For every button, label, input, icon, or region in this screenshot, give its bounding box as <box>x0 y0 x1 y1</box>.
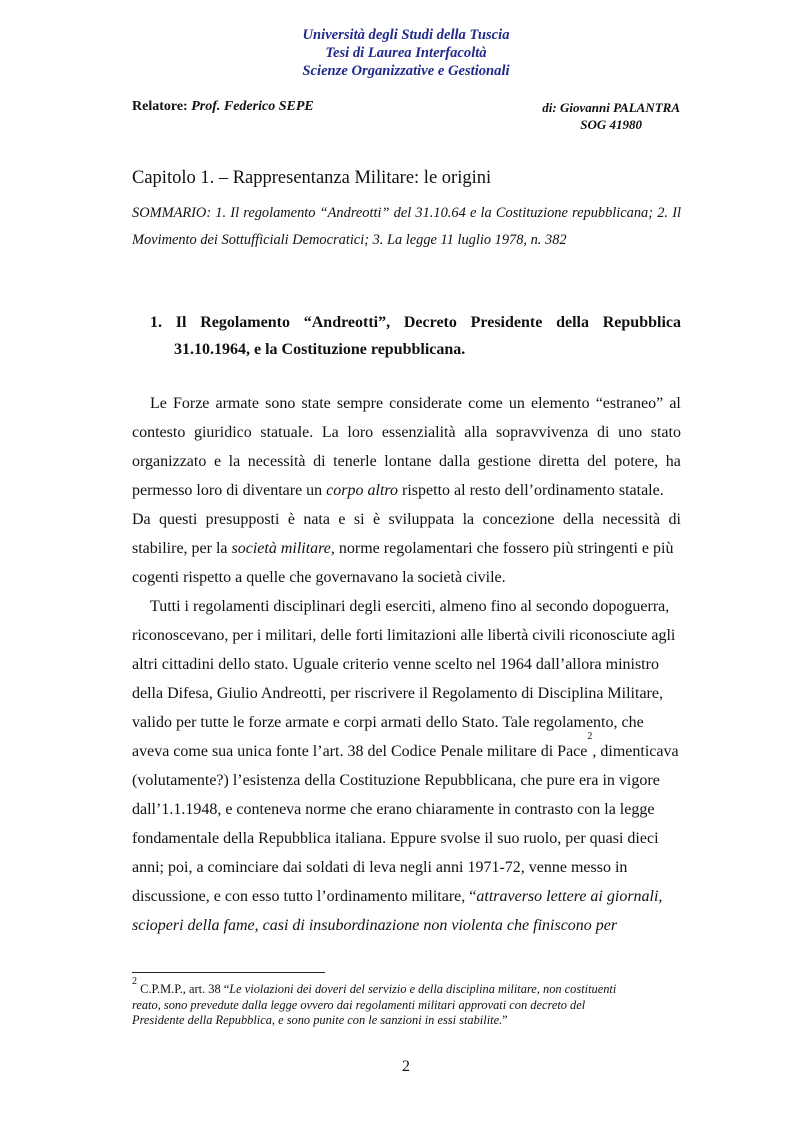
university-header <box>0 26 793 80</box>
course-name: Scienze Organizzative e Gestionali <box>302 63 510 79</box>
body-text <box>132 389 681 940</box>
heading-word: Decreto <box>403 314 457 331</box>
heading-word: Regolamento <box>200 314 290 331</box>
footnote <box>132 976 681 1029</box>
chapter-summary: SOMMARIO: 1. Il regolamento “Andreotti” del 31.10.64 e la Costituzione repubblicana; 2. Il Movimento dei Sottufficiali Democratici; 3. La legge 11 luglio 1978, n. 382 <box>132 205 681 248</box>
text-line: aveva come sua unica fonte l’art. 38 del Codice Penale militare di Pace 2 , dimenticava <box>132 737 681 766</box>
text-line: Le Forze armate sono state sempre considerate come un elemento “estraneo” al <box>150 395 681 412</box>
text-line: Tutti i regolamenti disciplinari degli eserciti, almeno fino al secondo dopoguerra, <box>150 598 670 615</box>
text-line: fondamentale della Repubblica italiana. Eppure svolse il suo ruolo, per quasi dieci <box>132 830 659 847</box>
author-name: di: Giovanni PALANTRA <box>542 100 680 115</box>
text-line: altri cittadini dello stato. Uguale criterio venne scelto nel 1964 dall’allora ministro <box>132 656 659 673</box>
page-number: 2 <box>402 1058 410 1075</box>
emphasis: corpo altro <box>326 482 399 499</box>
text-line: organizzato e la necessità di tenerle lontane dalla gestione diretta del potere, ha <box>132 453 681 470</box>
author-block <box>542 99 680 133</box>
text-line: scioperi della fame, casi di insubordinazione non violenta che finiscono per <box>132 917 618 934</box>
heading-word: Presidente <box>470 314 543 331</box>
footnote-line: reato, sono prevedute dalla legge ovvero dai regolamenti militari approvati con decreto del <box>132 997 586 1012</box>
footnote-line: Presidente della Repubblica, e sono punite con le sanzioni in essi stabilite. ” <box>132 1013 508 1028</box>
relatore-line <box>132 99 314 115</box>
text-line: Da questi presupposti è nata e si è sviluppata la concezione della necessità di <box>132 511 681 528</box>
text-line: contesto giuridico statuale. La loro essenzialità alla sopravvivenza di uno stato <box>132 424 681 441</box>
footnote-line: 2 C.P.M.P., art. 38 “ Le violazioni dei doveri del servizio e della disciplina militare, non costituenti <box>132 976 617 996</box>
text-line: cogenti rispetto a quelle che governavano la società civile. <box>132 569 506 586</box>
heading-word: Repubblica <box>602 314 681 331</box>
text-line: dall’1.1.1948, e conteneva norme che erano chiaramente in contrasto con la legge <box>132 801 655 818</box>
footnote-reference[interactable]: 2 <box>587 731 593 742</box>
chapter-title: Capitolo 1. – Rappresentanza Militare: le origini <box>132 168 492 188</box>
text-line: anni; poi, a cominciare dai soldati di leva negli anni 1971-72, venne messo in <box>132 859 628 876</box>
text-line: della Difesa, Giulio Andreotti, per riscrivere il Regolamento di Disciplina Militare, <box>132 685 663 702</box>
university-name: Università degli Studi della Tuscia <box>302 27 510 43</box>
relatore-label: Relatore: <box>132 99 188 114</box>
author-matricola: SOG 41980 <box>580 117 642 132</box>
heading-word: Il <box>175 314 187 331</box>
section-heading <box>132 309 681 363</box>
heading-word: “Andreotti”, <box>303 314 391 331</box>
text-line: discussione, e con esso tutto l’ordinamento militare, “ attraverso lettere ai giornali, <box>132 882 681 911</box>
relatore-name: Prof. Federico SEPE <box>191 99 314 114</box>
footnote-source: C.P.M.P., art. 38 “ <box>137 982 230 996</box>
text-line: stabilire, per la società militare , norme regolamentari che fossero più stringenti e più <box>132 534 681 563</box>
text-line: (volutamente?) l’esistenza della Costituzione Repubblicana, che pure era in vigore <box>132 772 660 789</box>
emphasis: società militare <box>231 540 331 557</box>
section-heading-line-1 <box>132 309 681 336</box>
heading-word: 1. <box>150 314 162 331</box>
text-line: valido per tutte le forze armate e corpi armati dello Stato. Tale regolamento, che <box>132 714 644 731</box>
heading-word: della <box>556 314 589 331</box>
section-heading-line-2: 31.10.1964, e la Costituzione repubblicana. <box>174 341 466 358</box>
text-line: permesso loro di diventare un corpo altro rispetto al resto dell’ordinamento statale. <box>132 476 681 505</box>
thesis-type: Tesi di Laurea Interfacoltà <box>325 45 487 61</box>
text-line: riconoscevano, per i militari, delle forti limitazioni alle libertà civili riconosciute agli <box>132 627 676 644</box>
footnote-number: 2 <box>132 976 137 987</box>
footnote-separator <box>132 972 325 973</box>
quotation: attraverso lettere ai giornali, <box>476 888 663 905</box>
